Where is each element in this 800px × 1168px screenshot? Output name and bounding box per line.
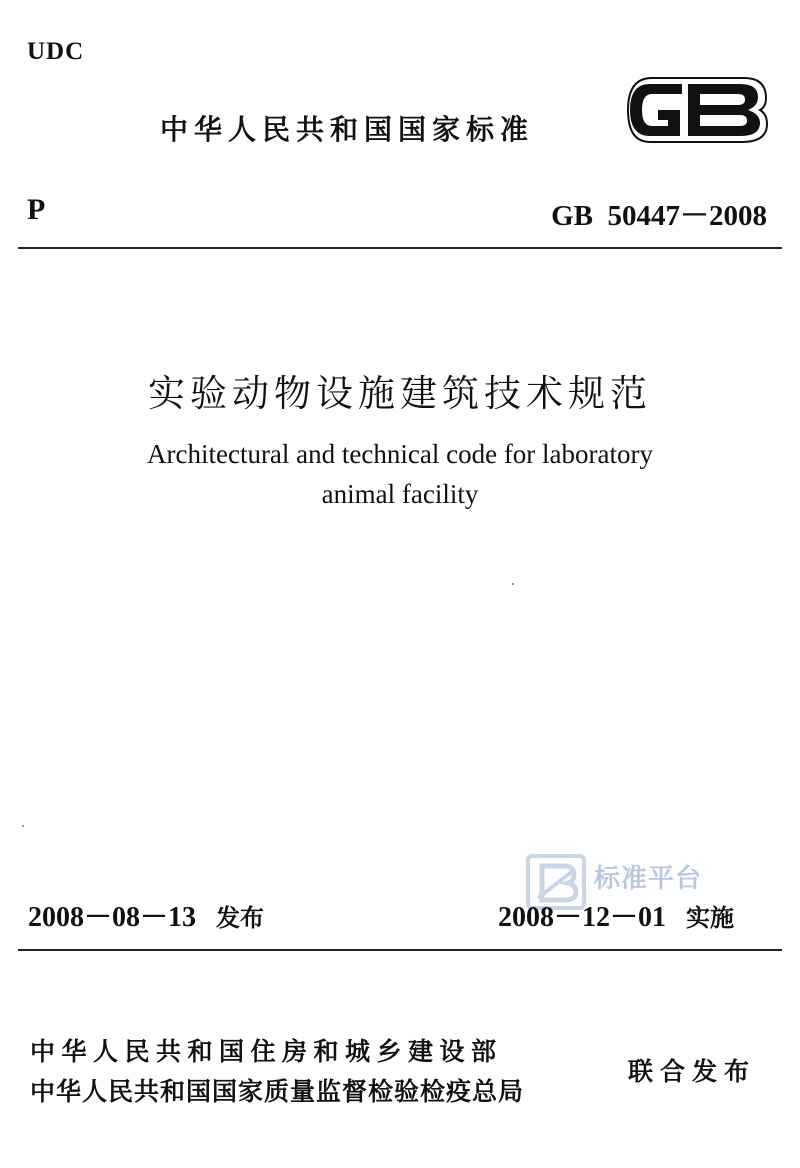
watermark-text: 标准平台: [594, 864, 703, 894]
effective-date-line: [498, 895, 734, 935]
effective-date: 2008－12－01: [498, 902, 667, 933]
issuer-ministry-housing: 中华人民共和国住房和城乡建设部: [30, 1037, 503, 1066]
issue-label: 发布: [216, 904, 265, 932]
english-title-line-1: Architectural and technical code for laboratory: [147, 439, 653, 469]
issuer-aqsiq: 中华人民共和国国家质量监督检验检疫总局: [30, 1077, 525, 1106]
bottom-divider: [18, 949, 782, 951]
scan-speck: [512, 583, 514, 585]
joint-issue-label: 联合发布: [628, 1057, 757, 1086]
national-standard-heading: 中华人民共和国国家标准: [160, 113, 535, 146]
udc-label: UDC: [27, 38, 85, 65]
english-title-line-2: animal facility: [321, 479, 479, 509]
top-divider: [18, 247, 782, 249]
gb-logo-icon: [620, 70, 770, 150]
scan-speck: [22, 825, 24, 827]
english-title: [0, 434, 800, 514]
chinese-title: 实验动物设施建筑技术规范: [148, 372, 652, 415]
standard-number: GB 50447－2008: [551, 200, 767, 232]
effective-label: 实施: [686, 904, 735, 932]
issue-date: 2008－08－13: [28, 902, 197, 933]
issue-date-line: [28, 895, 264, 935]
classification-code: P: [27, 193, 46, 226]
